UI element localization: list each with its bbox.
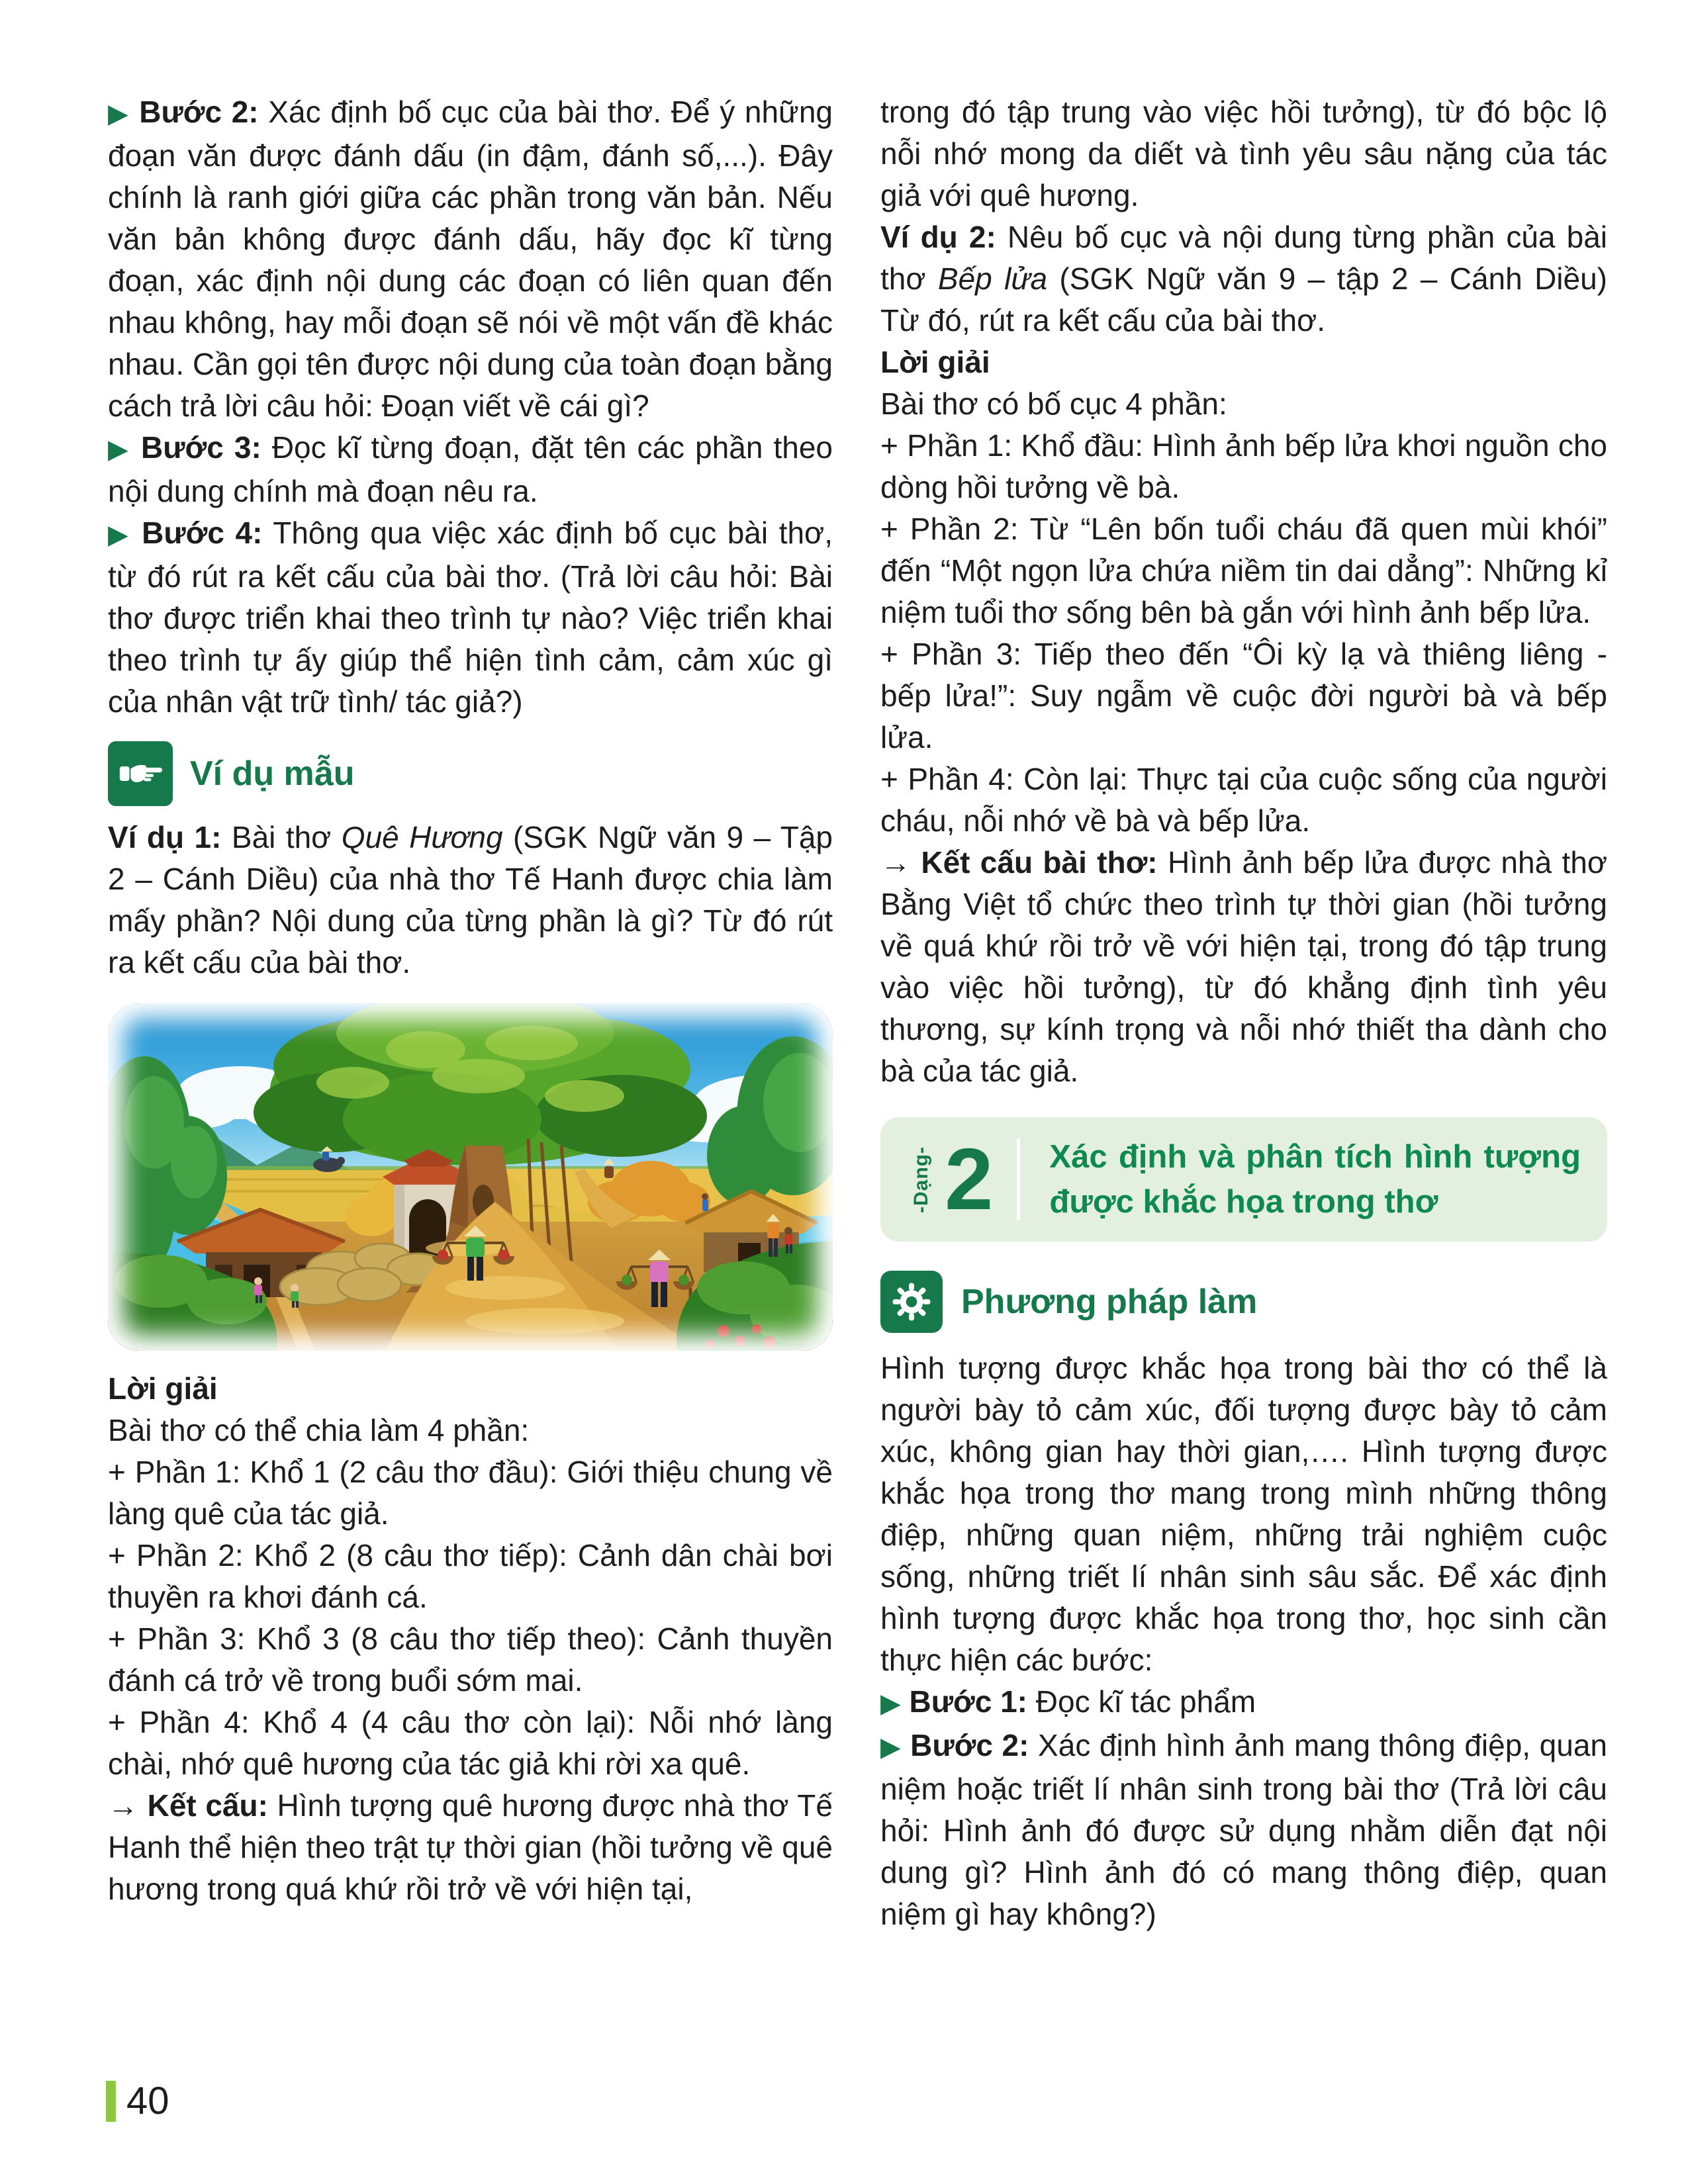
divider [1017, 1138, 1020, 1220]
structure-conclusion: → Kết cấu bài thơ: Hình ảnh bếp lửa được nhà thơ Bằng Việt tổ chức theo trình tự thời gian (hồi tưởng về quá khứ rồi trở về với hiện tại, trong đó tập trung vào việc hồi tưởng), từ đó khẳng định tình yêu thương, sự kính trọng và nỗi nhớ thiết tha dành cho bà của tác giả. [880, 845, 1608, 1088]
solution-label: Lời giải [108, 1371, 218, 1406]
section-type-2-box [880, 1117, 1607, 1242]
example-2-paragraph: Ví dụ 2: Nêu bố cục và nội dung từng phần của bài thơ Bếp lửa (SGK Ngữ văn 9 – tập 2 – Cánh Diều) Từ đó, rút ra kết cấu của bài thơ. [880, 220, 1608, 338]
continued-paragraph: trong đó tập trung vào việc hồi tưởng), từ đó bộc lộ nỗi nhớ mong da diết và tình yêu sâu nặng của tác giả với quê hương. [880, 95, 1607, 212]
type-side-label: -Dạng- [910, 1146, 932, 1213]
solution-label: Lời giải [880, 345, 990, 379]
poem-part-2: + Phần 2: Từ “Lên bốn tuổi cháu đã quen mùi khói” đến “Một ngọn lửa chứa niềm tin dai dẳng”: Những kỉ niệm tuổi thơ sống bên bà gắn với hình ảnh bếp lửa. [880, 512, 1607, 629]
poem-part-4: + Phần 4: Còn lại: Thực tại của cuộc sống của người cháu, nỗi nhớ về bà và bếp lửa. [880, 762, 1607, 838]
pointing-hand-icon [108, 741, 173, 806]
gear-icon [880, 1271, 943, 1333]
method-body: Hình tượng được khắc họa trong bài thơ có thể là người bày tỏ cảm xúc, đối tượng được bày tỏ cảm xúc, không gian hay thời gian,…. Hình tượng được khắc họa trong thơ mang trong mình những thông điệp, những quan niệm, những trải nghiệm cuộc sống, những triết lí nhân sinh sâu sắc. Để xác định hình tượng được khắc họa trong thơ, học sinh cần thực hiện các bước: [880, 1351, 1607, 1677]
page-number-bar [106, 2081, 116, 2122]
banyan-canopy [254, 1003, 707, 1165]
page-number-value: 40 [126, 2079, 169, 2122]
poem-part-3: + Phần 3: Tiếp theo đến “Ôi kỳ lạ và thiêng liêng - bếp lửa!”: Suy ngẫm về cuộc đời người bà và bếp lửa. [880, 637, 1607, 754]
left-column [108, 91, 833, 1910]
page-number [106, 2079, 169, 2123]
poem-part-2: + Phần 2: Khổ 2 (8 câu thơ tiếp): Cảnh dân chài bơi thuyền ra khơi đánh cá. [108, 1538, 833, 1614]
pond-figure [702, 1193, 708, 1211]
right-column [880, 91, 1607, 1935]
step-1-paragraph: ▶ Bước 1: Đọc kĩ tác phẩm [880, 1684, 1256, 1719]
step-3-paragraph: ▶ Bước 3: Đọc kĩ từng đoạn, đặt tên các phần theo nội dung chính mà đoạn nêu ra. [108, 430, 833, 508]
type-label-group [900, 1130, 994, 1228]
type-2-title: Xác định và phân tích hình tượng được khắc họa trong thơ [1049, 1139, 1581, 1220]
poem-part-1: + Phần 1: Khổ 1 (2 câu thơ đầu): Giới thiệu chung về làng quê của tác giả. [108, 1455, 833, 1531]
village-illustration [108, 1003, 833, 1351]
example-section-heading [108, 741, 833, 806]
method-section-title: Phương pháp làm [961, 1282, 1258, 1321]
method-section-heading [880, 1271, 1607, 1333]
solution-intro: Bài thơ có bố cục 4 phần: [880, 387, 1227, 421]
structure-conclusion: → Kết cấu: Hình tượng quê hương được nhà thơ Tế Hanh thể hiện theo trật tự thời gian (hồi tưởng về quê hương trong quá khứ rồi trở về với hiện tại, [108, 1788, 833, 1906]
example-section-title: Ví dụ mẫu [190, 754, 355, 793]
step-2-paragraph: ▶ Bước 2: Xác định bố cục của bài thơ. Để ý những đoạn văn được đánh dấu (in đậm, đánh số,...). Đây chính là ranh giới giữa các phần trong văn bản. Nếu văn bản không được đánh dấu, hãy đọc kĩ từng đoạn, xác định nội dung các đoạn có liên quan đến nhau không, hay mỗi đoạn sẽ nói về một vấn đề khác nhau. Cần gọi tên được nội dung của toàn đoạn bằng cách trả lời câu hỏi: Đoạn viết về cái gì? [108, 95, 833, 423]
example-1-paragraph: Ví dụ 1: Bài thơ Quê Hương (SGK Ngữ văn 9 – Tập 2 – Cánh Diều) của nhà thơ Tế Hanh được chia làm mấy phần? Nội dung của từng phần là gì? Từ đó rút ra kết cấu của bài thơ. [108, 820, 833, 979]
type-number: 2 [945, 1130, 994, 1228]
poem-part-1: + Phần 1: Khổ đầu: Hình ảnh bếp lửa khơi nguồn cho dòng hồi tưởng về bà. [880, 428, 1607, 504]
solution-intro: Bài thơ có thể chia làm 4 phần: [108, 1413, 530, 1447]
step-4-paragraph: ▶ Bước 4: Thông qua việc xác định bố cục bài thơ, từ đó rút ra kết cấu của bài thơ. (Trả lời câu hỏi: Bài thơ được triển khai theo trình tự nào? Việc triển khai theo trình tự ấy giúp thể hiện tình cảm, cảm xúc gì của nhân vật trữ tình/ tác giả?) [108, 516, 833, 719]
step-2-paragraph: ▶ Bước 2: Xác định hình ảnh mang thông điệp, quan niệm hoặc triết lí nhân sinh trong bài thơ (Trả lời câu hỏi: Hình ảnh đó được sử dụng nhằm diễn đạt nội dung gì? Hình ảnh đó có mang thông điệp, quan niệm gì hay không?) [880, 1728, 1608, 1931]
poem-part-4: + Phần 4: Khổ 4 (4 câu thơ còn lại): Nỗi nhớ làng chài, nhớ quê hương của tác giả khi rời xa quê. [108, 1705, 833, 1781]
poem-part-3: + Phần 3: Khổ 3 (8 câu thơ tiếp theo): Cảnh thuyền đánh cá trở về trong buổi sớm mai. [108, 1621, 833, 1698]
